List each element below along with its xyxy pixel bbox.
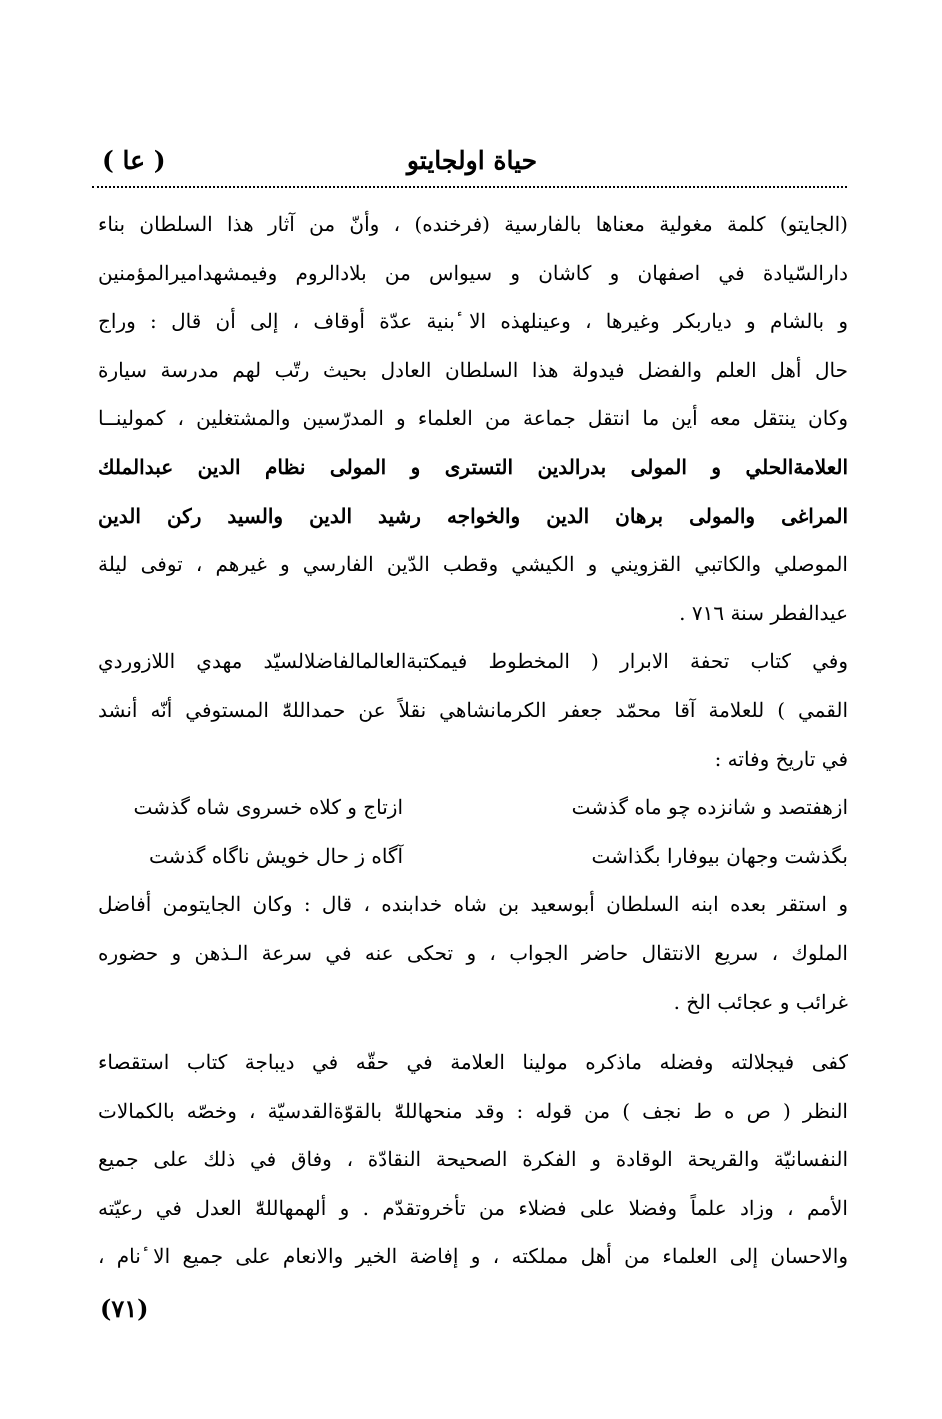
text-line: وكان ينتقل معه أين ما انتقل جماعة من العلماء و المدرّسين والمشتغلين ، كمولينــا (98, 406, 848, 431)
text-line: القمي ) للعلامة آقا محمّد جعفر الكرمانشاهي نقلاً عن حمداللهّٰ المستوفي أنّه أنشد (98, 697, 848, 722)
text-line: الأمم ، وزاد علماً وفضلا على فضلاء من تأخروتقدّم . و ألهمهاللهّٰ العدل في رعيّته (98, 1195, 848, 1220)
paragraph-gap (98, 1026, 848, 1038)
text-line: النفسانيّة والقريحة الوقادة و الفكرة الصحيحة النقادّة ، وفاق في ذلك على جميع (98, 1147, 848, 1172)
verse-hemistich: بگذشت وجهان بيوفارا بگذاشت (591, 843, 848, 868)
page-number: (٧١) (100, 1294, 149, 1323)
verse-hemistich: ازهفتصد و شانزده چو ماه گذشت (571, 795, 848, 820)
body-text (98, 200, 848, 1281)
text-line: المراغى والمولى برهان الدين والخواجه رشيد الدين والسيد ركن الدين (98, 503, 848, 528)
text-line: النظر ( ص ه ط نجف ) من قوله : وقد منحهاللهّٰ بالقوّةالقدسيّة ، وخصّه بالكمالات (98, 1098, 848, 1123)
running-header (92, 140, 852, 190)
page-title: حياة اولجايتو (406, 146, 538, 175)
verse-line (98, 832, 848, 881)
text-line: حال أهل العلم والفضل فيدولة هذا السلطان العادل بحيث رتّب لهم مدرسة سيارة (98, 357, 848, 382)
text-line: و استقر بعده ابنه السلطان أبوسعيد بن شاه خدابنده ، قال : وكان الجايتومن أفاضل (98, 892, 848, 917)
text-line: العلامةالحلي و المولى بدرالدين التسترى و المولى نظام الدين عبدالملك (98, 454, 848, 479)
header-page-code: ( عا ) (102, 146, 166, 175)
text-line: غرائب و عجائب الخ . (673, 989, 848, 1014)
text-line: في تاريخ وفاته : (714, 746, 848, 771)
verse-line (98, 783, 848, 832)
text-line: الملوك ، سريع الانتقال حاضر الجواب ، و تحكى عنه في سرعة الـذهن و حضوره (98, 940, 848, 965)
text-line: دارالسّيادة في اصفهان و كاشان و سيواس من بلادالروم وفيمشهداميرالمؤمنين (98, 260, 848, 285)
text-line: و بالشام و دياربكر وغيرها ، وعينلهذه الا ٔبنية عدّة أوقاف ، إلى أن قال : وراج (98, 309, 848, 334)
text-line: والاحسان إلى العلماء من أهل مملكته ، و إفاضة الخير والانعام على جميع الا ٔنام ، (98, 1244, 848, 1269)
text-line: وفي كتاب تحفة الابرار ( المخطوط فيمكتبةالعالمالفاضلالسيّد مهدي اللازوردي (98, 649, 848, 674)
text-line: (الجايتو) كلمة مغولية معناها بالفارسية (فرخنده) ، وأنّ من آثار هذا السلطان بناء (98, 212, 848, 236)
text-line: كفى فيجلالته وفضله ماذكره مولينا العلامة في حقّه في ديباجة كتاب استقصاء (98, 1050, 848, 1075)
text-line: الموصلي والكاتبي القزويني و الكيشي وقطب الدّين الفارسي و غيرهم ، توفى ليلة (98, 552, 848, 577)
text-line: عيدالفطر سنة ٧١٦ . (679, 600, 848, 625)
verse-hemistich: آگاه ز حال خويش ناگاه گذشت (148, 843, 403, 868)
verse-hemistich: ازتاج و كلاه خسروى شاه گذشت (133, 795, 403, 820)
header-divider (92, 186, 847, 188)
